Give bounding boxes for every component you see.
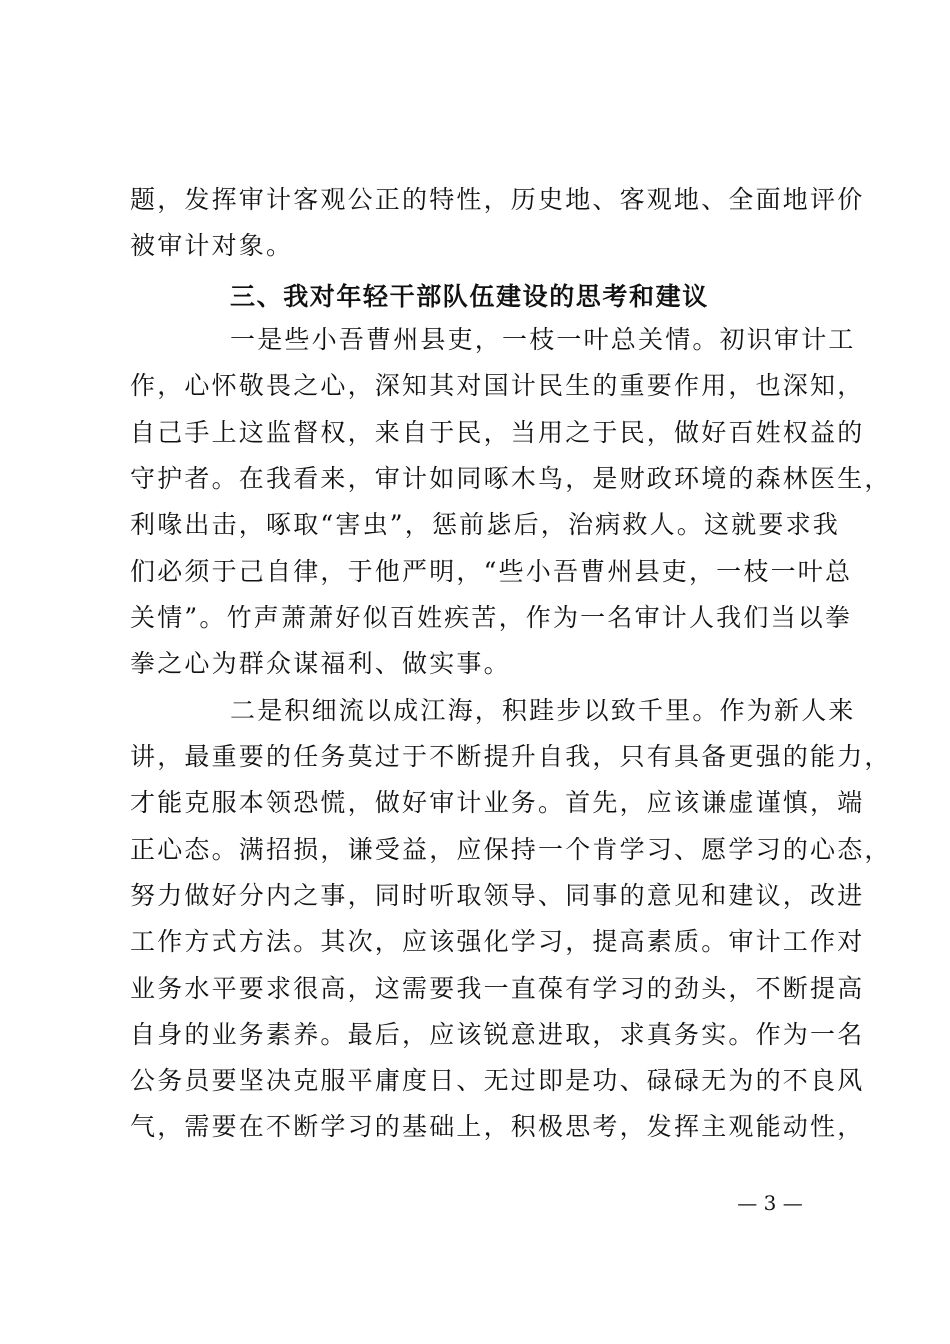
body-line: 工作方式方法。其次，应该强化学习，提高素质。审计工作对 xyxy=(130,927,865,956)
paragraph-first-line: 一是些小吾曹州县吏，一枝一叶总关情。初识审计工 xyxy=(230,325,856,354)
body-line: 题，发挥审计客观公正的特性，历史地、客观地、全面地评价 xyxy=(130,185,865,214)
body-line: 自己手上这监督权，来自于民，当用之于民，做好百姓权益的 xyxy=(130,418,865,447)
body-line: 公务员要坚决克服平庸度日、无过即是功、碌碌无为的不良风 xyxy=(130,1066,865,1095)
page-number: — 3 — xyxy=(737,1191,803,1215)
body-line: 利喙出击，啄取“害虫”，惩前毖后，治病救人。这就要求我 xyxy=(130,510,840,539)
body-line: 被审计对象。 xyxy=(130,231,294,260)
body-line: 努力做好分内之事，同时听取领导、同事的意见和建议，改进 xyxy=(130,881,865,910)
body-line: 们必须于己自律，于他严明，“些小吾曹州县吏，一枝一叶总 xyxy=(130,557,853,586)
body-line: 讲，最重要的任务莫过于不断提升自我，只有具备更强的能力， xyxy=(130,742,892,771)
body-line: 关情”。竹声萧萧好似百姓疾苦，作为一名审计人我们当以拳 xyxy=(130,603,853,632)
body-line: 自身的业务素养。最后，应该锐意进取，求真务实。作为一名 xyxy=(130,1020,865,1049)
section-heading: 三、我对年轻干部队伍建设的思考和建议 xyxy=(230,282,709,311)
body-line: 正心态。满招损，谦受益，应保持一个肯学习、愿学习的心态， xyxy=(130,835,892,864)
body-line: 气，需要在不断学习的基础上，积极思考，发挥主观能动性， xyxy=(130,1112,865,1141)
body-line: 业务水平要求很高，这需要我一直葆有学习的劲头，不断提高 xyxy=(130,974,865,1003)
body-line: 守护者。在我看来，审计如同啄木鸟，是财政环境的森林医生， xyxy=(130,464,892,493)
body-line: 才能克服本领恐慌，做好审计业务。首先，应该谦虚谨慎，端 xyxy=(130,788,865,817)
body-line: 作，心怀敬畏之心，深知其对国计民生的重要作用，也深知， xyxy=(130,371,865,400)
paragraph-first-line: 二是积细流以成江海，积跬步以致千里。作为新人来 xyxy=(230,696,856,725)
body-line: 拳之心为群众谋福利、做实事。 xyxy=(130,649,511,678)
